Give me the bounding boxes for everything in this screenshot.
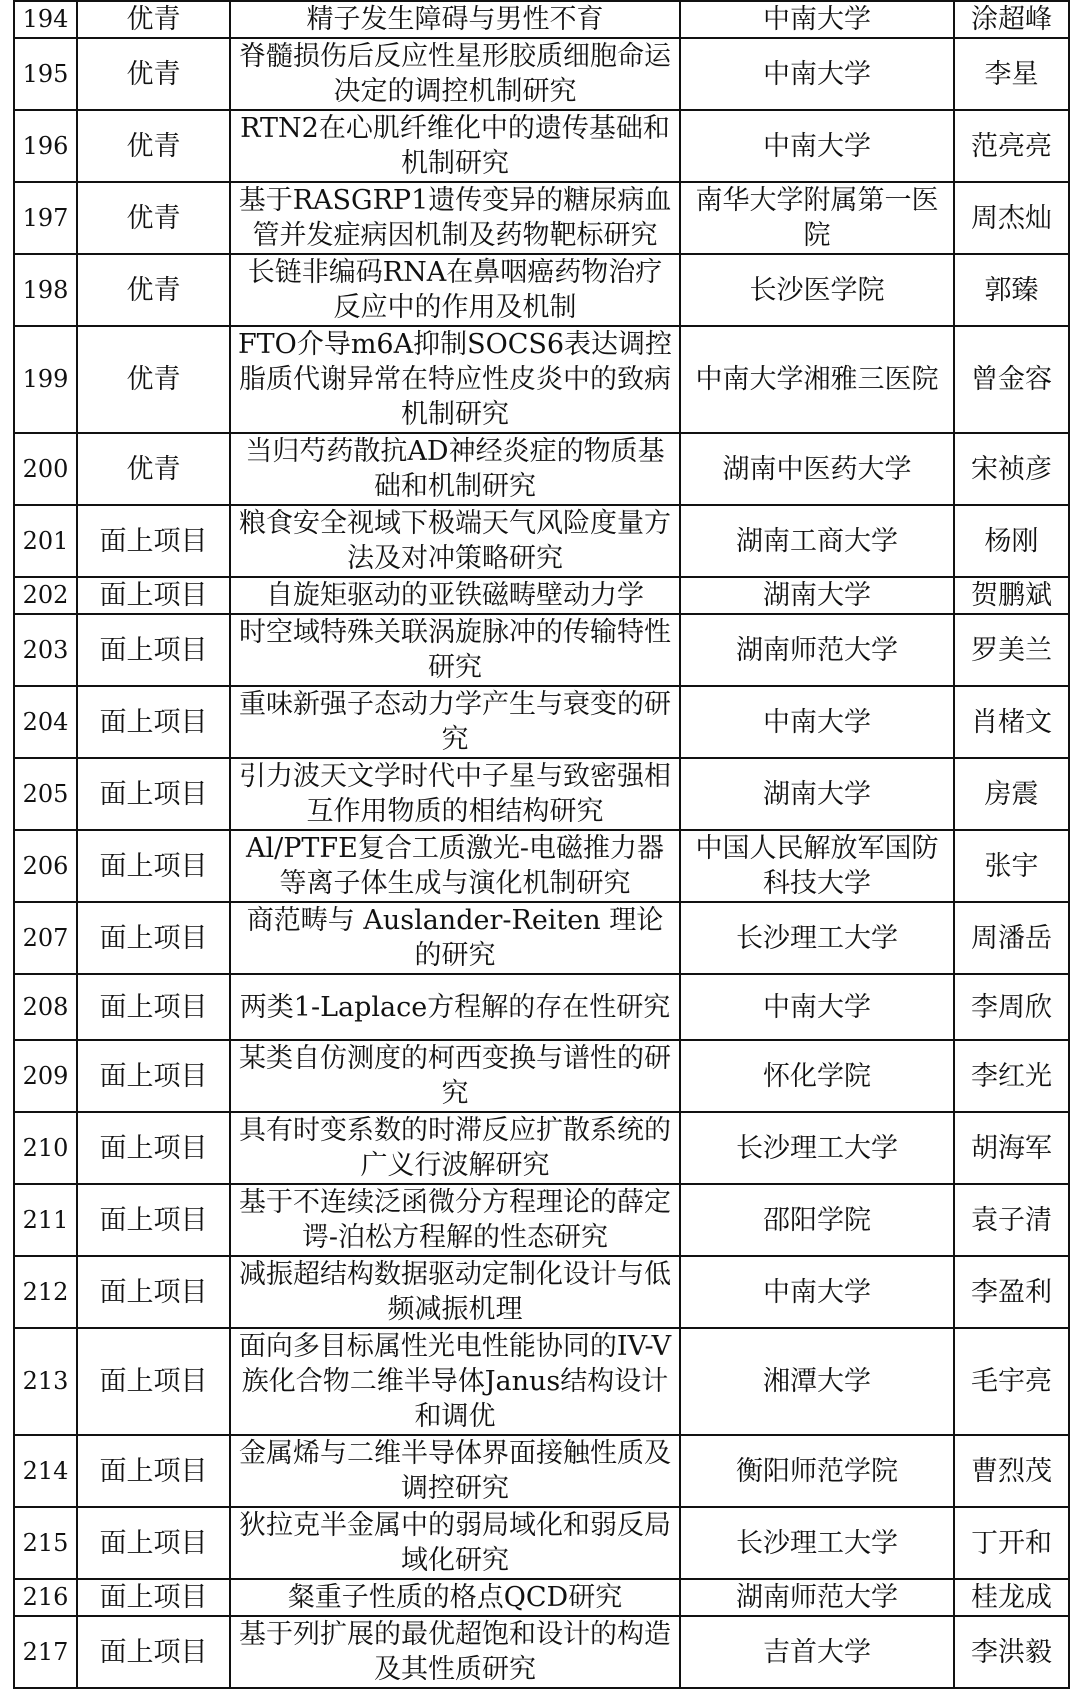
- table-body: [14, 1, 1069, 1688]
- project-category: 面上项目: [77, 1112, 230, 1184]
- project-title: FTO介导m6A抑制SOCS6表达调控脂质代谢异常在特应性皮炎中的致病机制研究: [230, 326, 680, 433]
- project-category: 面上项目: [77, 505, 230, 577]
- watermark: ​: [196, 861, 348, 1124]
- project-title: RTN2在心肌纤维化中的遗传基础和机制研究: [230, 110, 680, 182]
- project-category: 面上项目: [77, 902, 230, 974]
- project-number: 201: [14, 505, 77, 577]
- project-title: 金属烯与二维半导体界面接触性质及调控研究: [230, 1435, 680, 1507]
- principal-investigator: 李洪毅: [954, 1616, 1069, 1688]
- host-institution: 吉首大学: [680, 1616, 954, 1688]
- project-number: 200: [14, 433, 77, 505]
- principal-investigator: 周杰灿: [954, 182, 1069, 254]
- table-row: [14, 1435, 1069, 1507]
- project-number: 205: [14, 758, 77, 830]
- project-title: 粮食安全视域下极端天气风险度量方法及对冲策略研究: [230, 505, 680, 577]
- project-number: 211: [14, 1184, 77, 1256]
- principal-investigator: 罗美兰: [954, 614, 1069, 686]
- table-row: [14, 110, 1069, 182]
- project-title: 当归芍药散抗AD神经炎症的物质基础和机制研究: [230, 433, 680, 505]
- project-category: 面上项目: [77, 1616, 230, 1688]
- project-number: 206: [14, 830, 77, 902]
- host-institution: 中南大学: [680, 1, 954, 38]
- project-title: 重味新强子态动力学产生与衰变的研究: [230, 686, 680, 758]
- table-row: [14, 974, 1069, 1040]
- principal-investigator: 胡海军: [954, 1112, 1069, 1184]
- project-title: 商范畴与 Auslander-Reiten 理论的研究: [230, 902, 680, 974]
- project-category: 优青: [77, 326, 230, 433]
- project-number: 207: [14, 902, 77, 974]
- host-institution: 中南大学: [680, 686, 954, 758]
- project-category: 优青: [77, 110, 230, 182]
- project-category: 面上项目: [77, 577, 230, 614]
- project-table: [13, 0, 1070, 1689]
- host-institution: 长沙医学院: [680, 254, 954, 326]
- project-category: 面上项目: [77, 1256, 230, 1328]
- principal-investigator: 李星: [954, 38, 1069, 110]
- principal-investigator: 桂龙成: [954, 1579, 1069, 1616]
- table-row: [14, 1112, 1069, 1184]
- table-row: [14, 830, 1069, 902]
- project-title: 具有时变系数的时滞反应扩散系统的广义行波解研究: [230, 1112, 680, 1184]
- project-title: 狄拉克半金属中的弱局域化和弱反局域化研究: [230, 1507, 680, 1579]
- principal-investigator: 房震: [954, 758, 1069, 830]
- project-number: 198: [14, 254, 77, 326]
- project-title: 脊髓损伤后反应性星形胶质细胞命运决定的调控机制研究: [230, 38, 680, 110]
- principal-investigator: 曹烈茂: [954, 1435, 1069, 1507]
- project-number: 212: [14, 1256, 77, 1328]
- project-title: 精子发生障碍与男性不育: [230, 1, 680, 38]
- project-title: 面向多目标属性光电性能协同的IV-V族化合物二维半导体Janus结构设计和调优: [230, 1328, 680, 1435]
- host-institution: 湖南大学: [680, 577, 954, 614]
- host-institution: 邵阳学院: [680, 1184, 954, 1256]
- principal-investigator: 李周欣: [954, 974, 1069, 1040]
- host-institution: 中南大学: [680, 38, 954, 110]
- table-row: [14, 1, 1069, 38]
- table-row: [14, 433, 1069, 505]
- project-number: 204: [14, 686, 77, 758]
- table-row: [14, 505, 1069, 577]
- project-title: 长链非编码RNA在鼻咽癌药物治疗反应中的作用及机制: [230, 254, 680, 326]
- host-institution: 湖南大学: [680, 758, 954, 830]
- project-category: 优青: [77, 254, 230, 326]
- project-category: 面上项目: [77, 614, 230, 686]
- host-institution: 衡阳师范学院: [680, 1435, 954, 1507]
- project-title: 基于RASGRP1遗传变异的糖尿病血管并发症病因机制及药物靶标研究: [230, 182, 680, 254]
- host-institution: 长沙理工大学: [680, 902, 954, 974]
- table-row: [14, 326, 1069, 433]
- table-row: [14, 1328, 1069, 1435]
- project-category: 优青: [77, 1, 230, 38]
- project-category: 优青: [77, 38, 230, 110]
- project-number: 197: [14, 182, 77, 254]
- project-number: 194: [14, 1, 77, 38]
- host-institution: 中南大学: [680, 1256, 954, 1328]
- table-row: [14, 1579, 1069, 1616]
- project-title: 粲重子性质的格点QCD研究: [230, 1579, 680, 1616]
- project-number: 196: [14, 110, 77, 182]
- principal-investigator: 范亮亮: [954, 110, 1069, 182]
- project-number: 202: [14, 577, 77, 614]
- principal-investigator: 涂超峰: [954, 1, 1069, 38]
- project-category: 面上项目: [77, 1184, 230, 1256]
- table-row: [14, 182, 1069, 254]
- table-row: [14, 254, 1069, 326]
- host-institution: 湘潭大学: [680, 1328, 954, 1435]
- project-title: 减振超结构数据驱动定制化设计与低频减振机理: [230, 1256, 680, 1328]
- table-row: [14, 38, 1069, 110]
- project-title: 基于列扩展的最优超饱和设计的构造及其性质研究: [230, 1616, 680, 1688]
- principal-investigator: 毛宇亮: [954, 1328, 1069, 1435]
- principal-investigator: 肖楮文: [954, 686, 1069, 758]
- project-number: 213: [14, 1328, 77, 1435]
- project-number: 208: [14, 974, 77, 1040]
- principal-investigator: 郭臻: [954, 254, 1069, 326]
- host-institution: 湖南师范大学: [680, 614, 954, 686]
- principal-investigator: 贺鹏斌: [954, 577, 1069, 614]
- host-institution: 长沙理工大学: [680, 1507, 954, 1579]
- table-row: [14, 686, 1069, 758]
- principal-investigator: 丁开和: [954, 1507, 1069, 1579]
- host-institution: 中南大学湘雅三医院: [680, 326, 954, 433]
- host-institution: 湖南师范大学: [680, 1579, 954, 1616]
- project-category: 面上项目: [77, 758, 230, 830]
- project-category: 面上项目: [77, 830, 230, 902]
- project-title: 时空域特殊关联涡旋脉冲的传输特性研究: [230, 614, 680, 686]
- principal-investigator: 杨刚: [954, 505, 1069, 577]
- project-title: 两类1-Laplace方程解的存在性研究: [230, 974, 680, 1040]
- host-institution: 中南大学: [680, 974, 954, 1040]
- project-category: 面上项目: [77, 1435, 230, 1507]
- principal-investigator: 李盈利: [954, 1256, 1069, 1328]
- project-category: 面上项目: [77, 1040, 230, 1112]
- project-category: 面上项目: [77, 1507, 230, 1579]
- project-number: 195: [14, 38, 77, 110]
- project-category: 优青: [77, 182, 230, 254]
- principal-investigator: 袁子清: [954, 1184, 1069, 1256]
- project-title: Al/PTFE复合工质激光-电磁推力器等离子体生成与演化机制研究: [230, 830, 680, 902]
- project-title: 自旋矩驱动的亚铁磁畴壁动力学: [230, 577, 680, 614]
- principal-investigator: 李红光: [954, 1040, 1069, 1112]
- project-category: 面上项目: [77, 1579, 230, 1616]
- project-number: 203: [14, 614, 77, 686]
- host-institution: 怀化学院: [680, 1040, 954, 1112]
- principal-investigator: 宋祯彦: [954, 433, 1069, 505]
- principal-investigator: 周潘岳: [954, 902, 1069, 974]
- principal-investigator: 张宇: [954, 830, 1069, 902]
- table-row: [14, 577, 1069, 614]
- host-institution: 中南大学: [680, 110, 954, 182]
- project-number: 199: [14, 326, 77, 433]
- host-institution: 南华大学附属第一医院: [680, 182, 954, 254]
- project-title: 某类自仿测度的柯西变换与谱性的研究: [230, 1040, 680, 1112]
- table-row: [14, 1184, 1069, 1256]
- project-number: 216: [14, 1579, 77, 1616]
- table-row: [14, 902, 1069, 974]
- project-number: 210: [14, 1112, 77, 1184]
- table-row: [14, 1616, 1069, 1688]
- project-category: 面上项目: [77, 974, 230, 1040]
- project-number: 214: [14, 1435, 77, 1507]
- project-category: 面上项目: [77, 686, 230, 758]
- table-row: [14, 1507, 1069, 1579]
- project-number: 209: [14, 1040, 77, 1112]
- project-title: 引力波天文学时代中子星与致密强相互作用物质的相结构研究: [230, 758, 680, 830]
- table-row: [14, 1256, 1069, 1328]
- project-title: 基于不连续泛函微分方程理论的薛定谔-泊松方程解的性态研究: [230, 1184, 680, 1256]
- project-category: 面上项目: [77, 1328, 230, 1435]
- host-institution: 中国人民解放军国防科技大学: [680, 830, 954, 902]
- host-institution: 长沙理工大学: [680, 1112, 954, 1184]
- host-institution: 湖南中医药大学: [680, 433, 954, 505]
- project-category: 优青: [77, 433, 230, 505]
- host-institution: 湖南工商大学: [680, 505, 954, 577]
- table-row: [14, 614, 1069, 686]
- principal-investigator: 曾金容: [954, 326, 1069, 433]
- project-number: 217: [14, 1616, 77, 1688]
- table-row: [14, 758, 1069, 830]
- table-row: [14, 1040, 1069, 1112]
- project-number: 215: [14, 1507, 77, 1579]
